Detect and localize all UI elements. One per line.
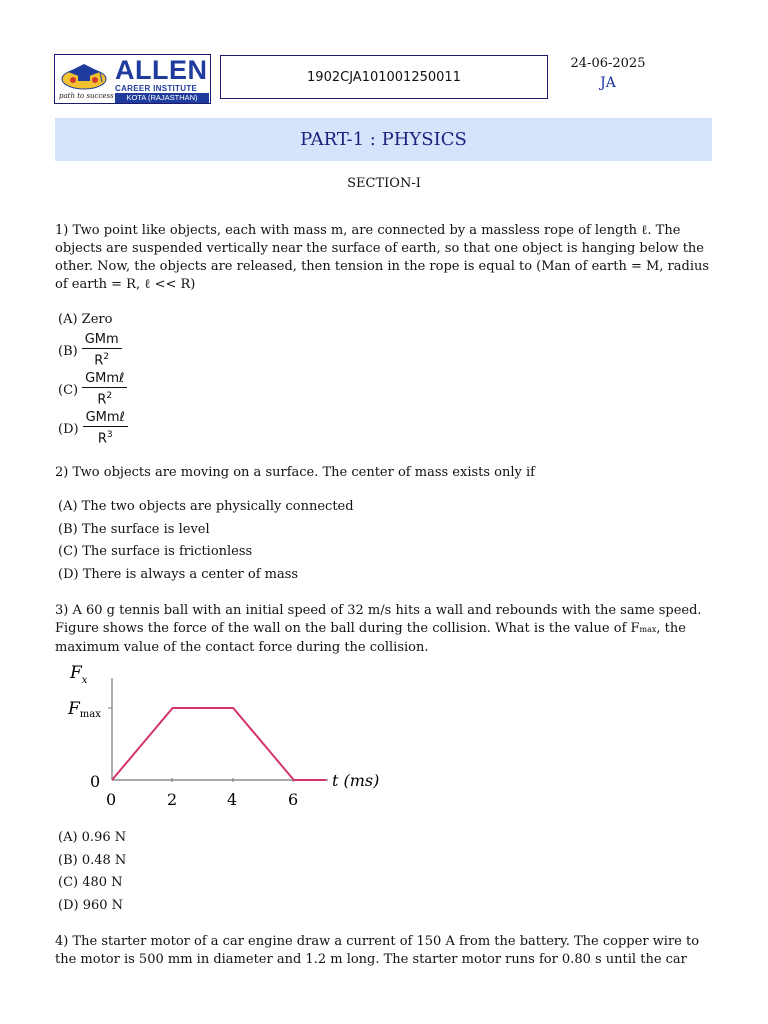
question-2-text: 2) Two objects are moving on a surface. The center of mass exists only if [55, 465, 535, 480]
x-tick-label-0: 0 [106, 790, 117, 809]
part-title: PART-1 : PHYSICS [300, 129, 467, 150]
fmax-label: Fmax [68, 699, 101, 720]
x-tick-label-4: 4 [227, 790, 238, 809]
logo-tagline: path to success [59, 92, 114, 100]
y-axis-label: $F_x$ [70, 663, 88, 686]
q3-option-b[interactable]: (B) 0.48 N [58, 853, 127, 868]
question-1-text: 1) Two point like objects, each with mass m, are connected by a massless rope of length ℓ. The objects are suspended vertically near the surface of earth, so that one object is hanging below the other. Now, the objects are released, then tension in the rope is equal to (Man of earth = M, radius of earth = R, ℓ << R) [55, 223, 710, 292]
fraction [83, 410, 128, 447]
x-axis-label: t (ms) [332, 771, 380, 790]
denominator [95, 427, 116, 447]
q3-option-d[interactable]: (D) 960 N [58, 898, 124, 913]
force-curve [112, 708, 326, 780]
force-time-graph [60, 658, 390, 810]
question-3-text-end: , the maximum value of the contact force during the collision. [55, 621, 686, 655]
q1-option-c[interactable] [58, 372, 127, 408]
question-3-subscript: max [639, 625, 657, 634]
denominator-exponent: 2 [106, 391, 113, 402]
option-label: (B) [58, 343, 78, 359]
header [54, 54, 714, 106]
logo-subtitle: CAREER INSTITUTE [115, 84, 198, 93]
q2-option-c[interactable]: (C) The surface is frictionless [58, 544, 253, 559]
q2-option-a[interactable]: (A) The two objects are physically connected [58, 499, 354, 514]
q3-option-a[interactable]: (A) 0.96 N [58, 830, 127, 845]
denominator [91, 349, 112, 369]
graduation-emblem-icon [58, 58, 110, 92]
allen-logo [54, 54, 211, 104]
q1-option-a[interactable]: (A) Zero [58, 312, 113, 327]
x-tick-label-2: 2 [167, 790, 178, 809]
q2-option-b[interactable]: (B) The surface is level [58, 522, 210, 537]
paper-code: 1902CJA101001250011 [307, 69, 461, 85]
denominator-base: R [97, 392, 107, 408]
y-zero-label: 0 [90, 772, 101, 791]
q1-option-d[interactable] [58, 411, 128, 447]
fraction [82, 371, 127, 408]
denominator-base: R [94, 353, 104, 369]
q3-option-c[interactable]: (C) 480 N [58, 875, 123, 890]
q2-option-d[interactable]: (D) There is always a center of mass [58, 567, 299, 582]
section-title: SECTION-I [347, 176, 421, 191]
numerator: GMm [82, 332, 122, 349]
question-3-text-start: 3) A 60 g tennis ball with an initial speed of 32 m/s hits a wall and rebounds with the same speed. Figure shows the force of the wall on the ball during the collision. What is the value of F [55, 603, 702, 636]
x-tick-label-6: 6 [288, 790, 299, 809]
fraction [82, 332, 122, 369]
denominator-exponent: 2 [103, 352, 110, 363]
paper-code-box [220, 55, 548, 99]
q1-option-b[interactable] [58, 333, 122, 369]
logo-brand: ALLEN [115, 55, 208, 85]
part-title-banner [55, 118, 712, 161]
option-label: (C) [58, 382, 79, 398]
denominator-exponent: 3 [106, 430, 113, 441]
denominator-base: R [97, 431, 107, 447]
question-3-text [55, 602, 715, 657]
option-label: (D) [58, 421, 79, 437]
question-4-text: 4) The starter motor of a car engine draw a current of 150 A from the battery. The copper wire to the motor is 500 mm in diameter and 1.2 m long. The starter motor runs for 0.80 s until the car [55, 934, 700, 967]
numerator: GMmℓ [82, 371, 127, 388]
exam-date: 24-06-2025 [570, 56, 646, 71]
logo-location: KOTA (RAJASTHAN) [115, 93, 209, 103]
batch-label: JA [600, 75, 616, 91]
denominator [94, 388, 115, 408]
numerator: GMmℓ [83, 410, 128, 427]
